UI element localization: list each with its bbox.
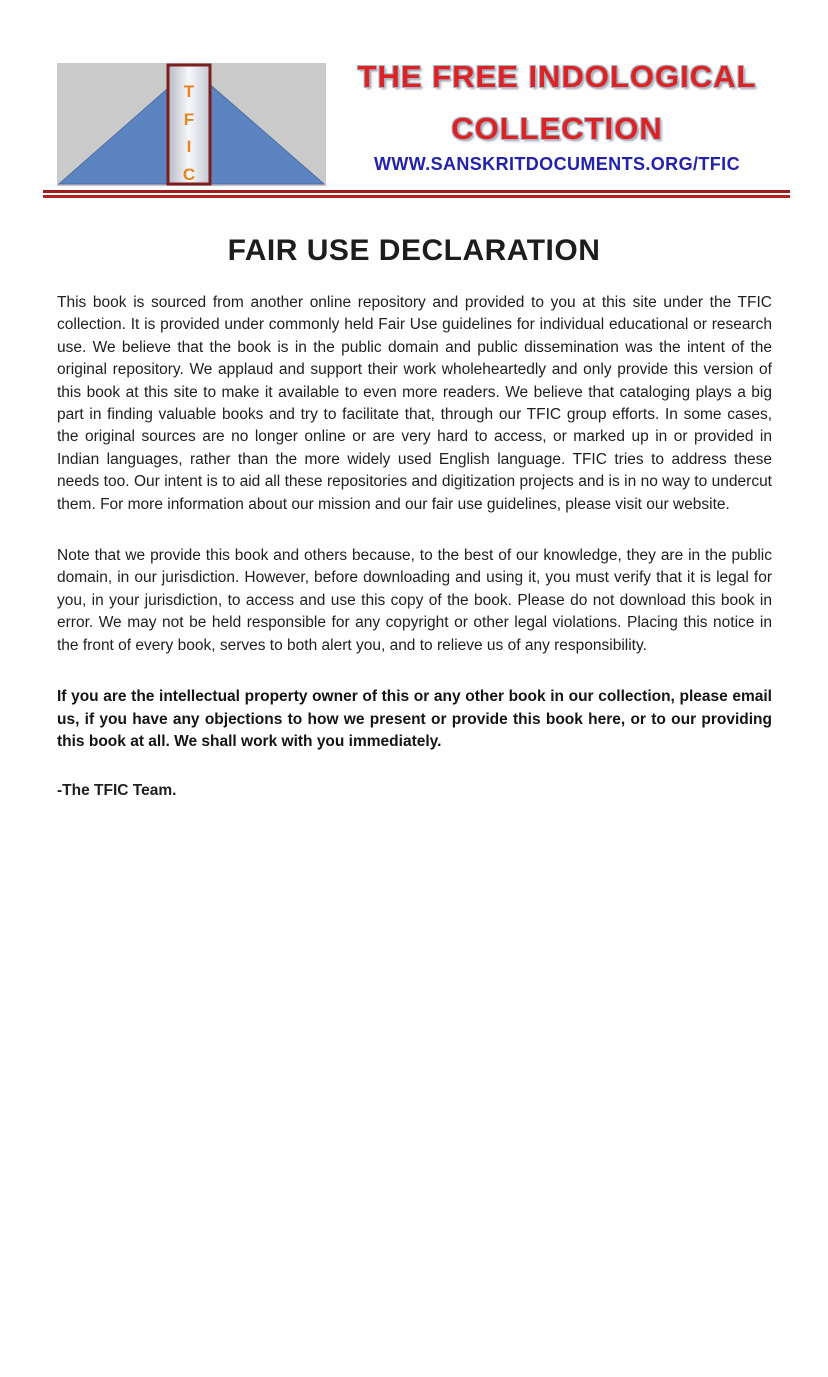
logo-letter-t: T (183, 82, 195, 101)
org-title-line-1: THE FREE INDOLOGICAL (357, 59, 757, 94)
logo-letter-c: C (182, 165, 196, 184)
paragraph-jurisdiction: Note that we provide this book and others because, to the best of our knowledge, they are in the public domain, in our jurisdiction. However, before downloading and using it, you must verify that it is legal for you, in your jurisdiction, to access and use this copy of the book. Please do not download this book in error. We may not be held responsible for any copyright or other legal violations. Placing this notice in the front of every book, serves to both alert you, and to relieve us of any responsibility. (57, 547, 772, 654)
logo-letter-i: I (186, 137, 192, 156)
tfic-logo-graphic (57, 63, 326, 186)
paragraph-ip-owner-notice: If you are the intellectual property owner of this or any other book in our collection, please email us, if you have any objections to how we present or provide this book here, or to our providing this book at all. We shall work with you immediately. (57, 688, 772, 750)
org-url: WWW.SANSKRITDOCUMENTS.ORG/TFIC (374, 154, 740, 174)
document-body (0, 268, 828, 803)
paragraph-fair-use: This book is sourced from another online repository and provided to you at this site under the TFIC collection. It is provided under commonly held Fair Use guidelines for individual educational or research use. We believe that the book is in the public domain and public dissemination was the intent of the original repository. We applaud and support their work wholeheartedly and only provide this version of this book at this site to make it available to even more readers. We believe that cataloging plays a big part in finding valuable books and try to facilitate that, through our TFIC group efforts. In some cases, the original sources are no longer online or are very hard to access, or marked up in or provided in Indian languages, rather than the more widely used English language. TFIC tries to address these needs too. Our intent is to aid all these repositories and digitization projects and is in no way to undercut them. For more information about our mission and our fair use guidelines, please visit our website. (57, 294, 772, 513)
logo-letter-f: F (183, 110, 195, 129)
org-title-line-2: COLLECTION (451, 111, 663, 146)
header (0, 0, 828, 186)
divider-bottom-line (43, 195, 790, 198)
page-title: FAIR USE DECLARATION (227, 234, 601, 267)
tfic-logo (57, 63, 326, 186)
signature: -The TFIC Team. (57, 782, 177, 800)
header-text-block (326, 57, 788, 175)
header-divider (43, 190, 790, 198)
